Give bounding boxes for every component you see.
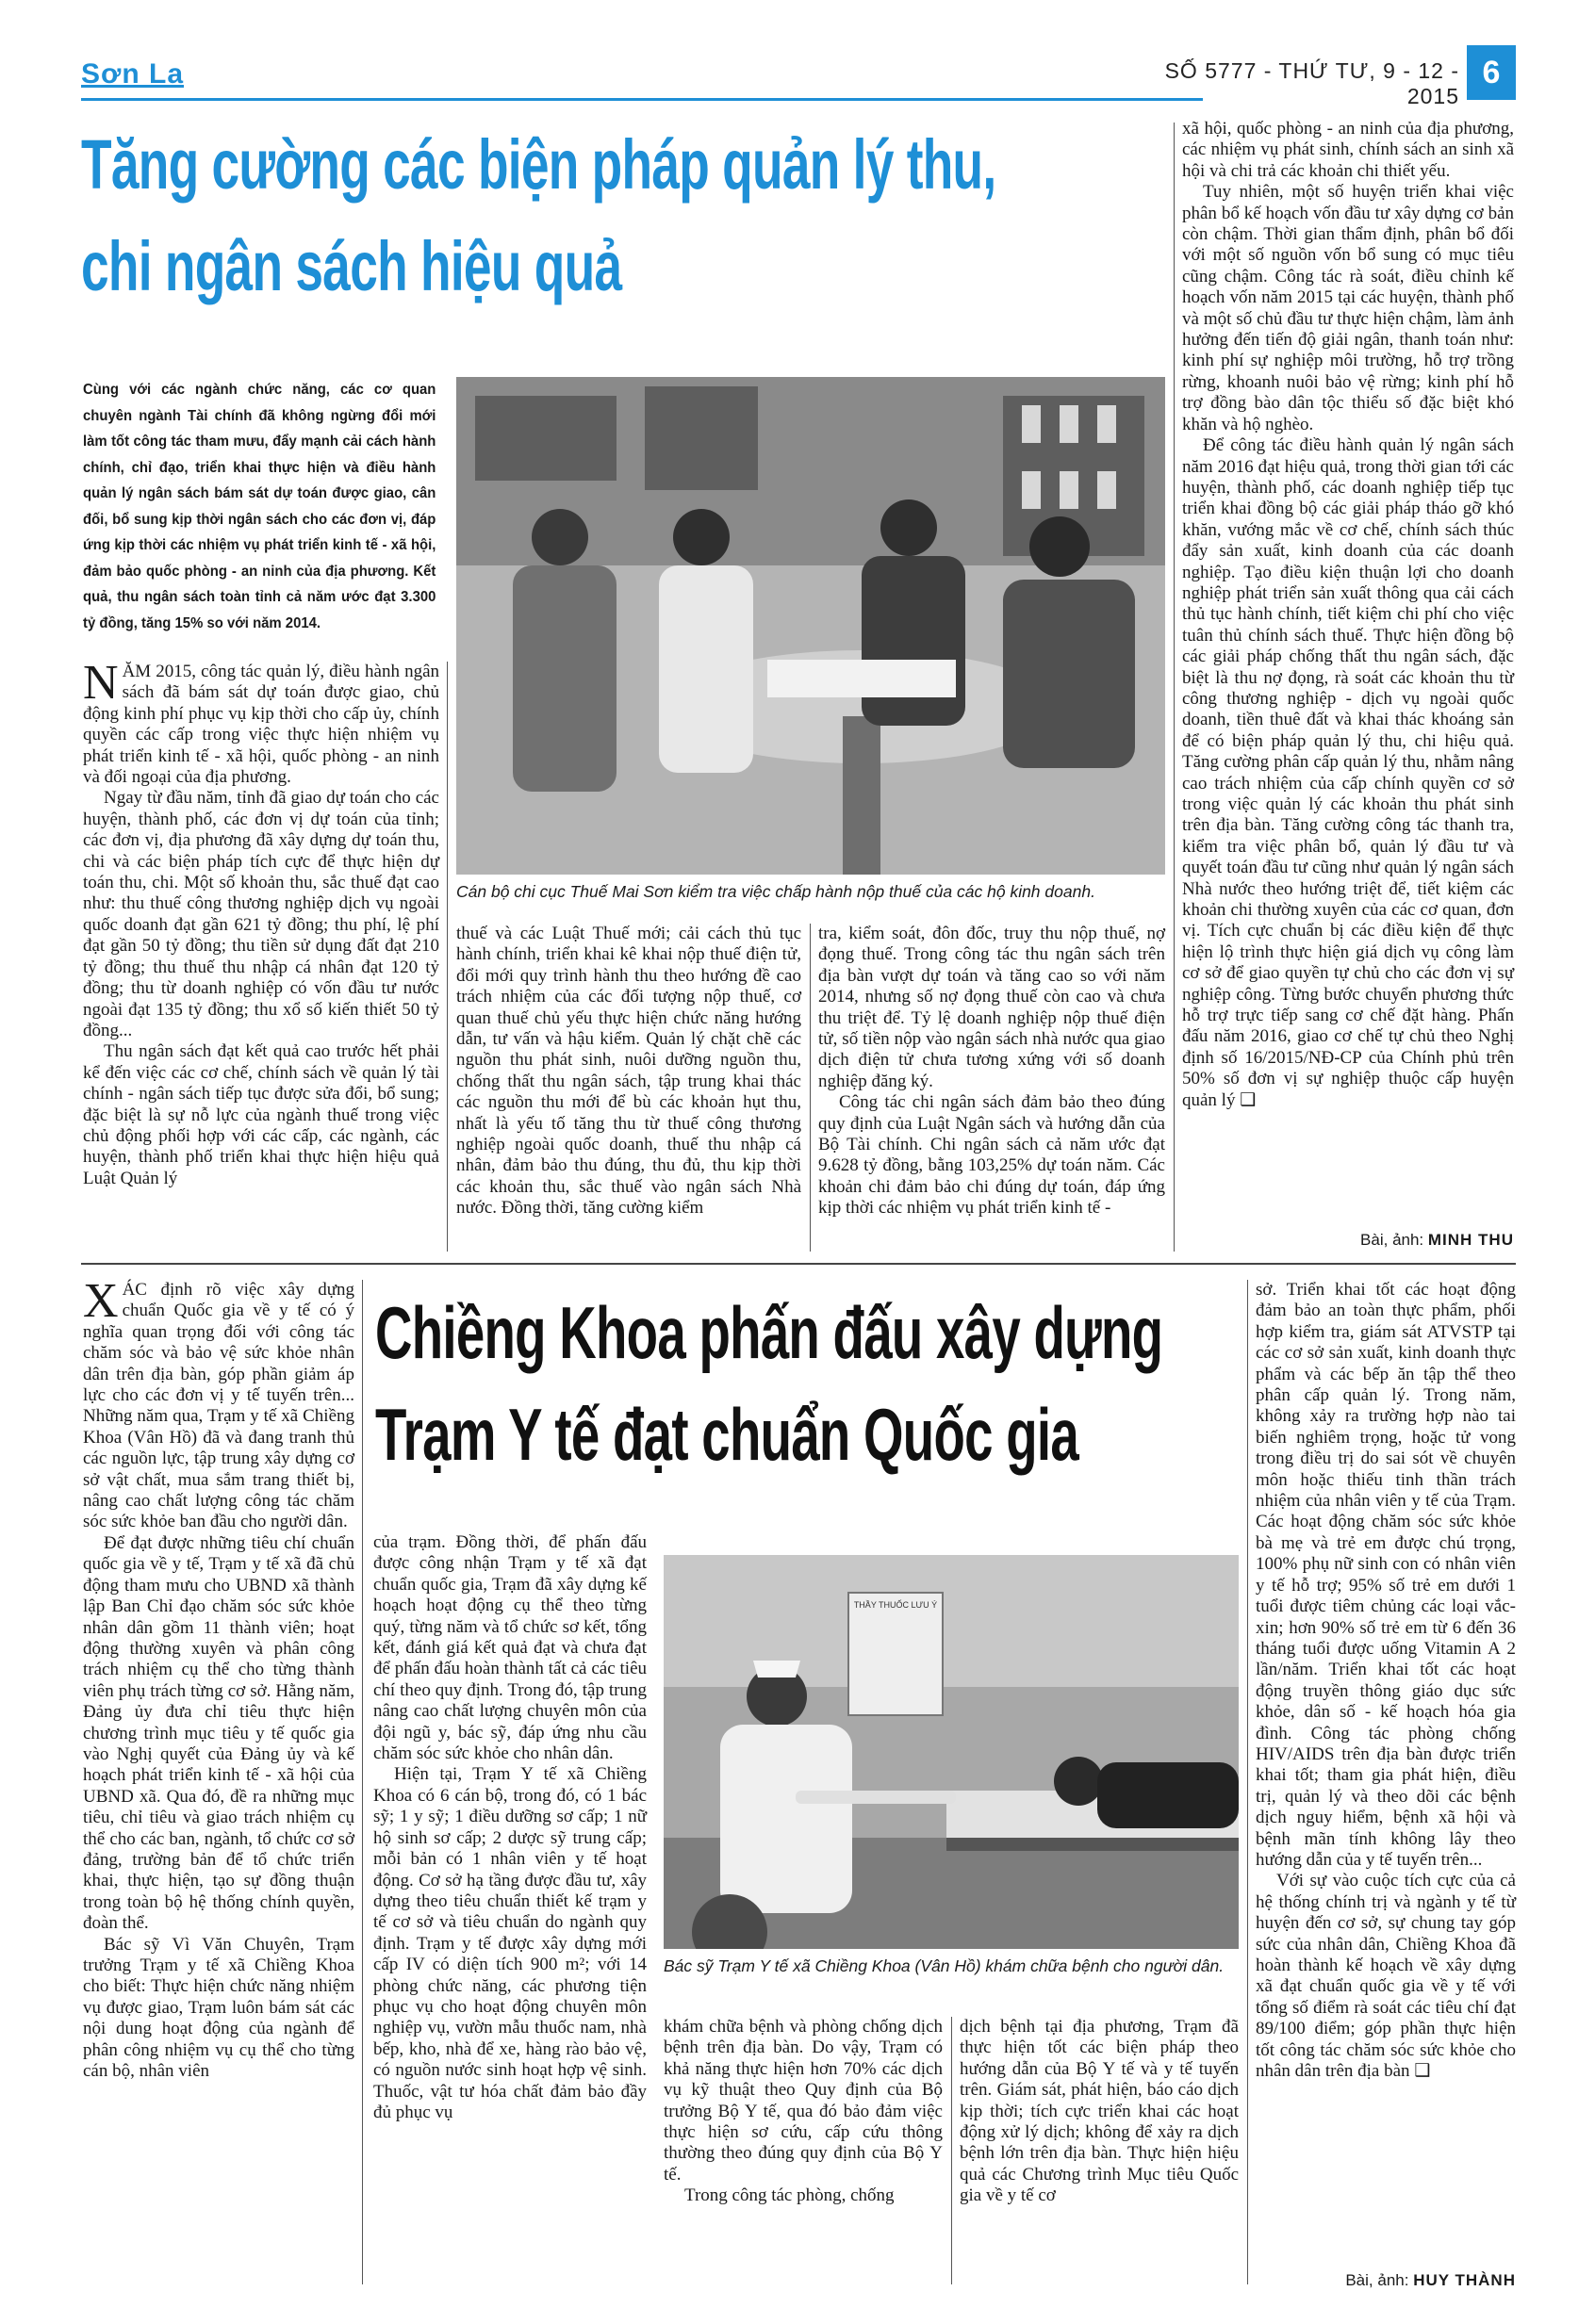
article-2-column-3 xyxy=(664,2017,943,2290)
article-1-col4-para3-text: Để công tác điều hành quản lý ngân sách năm 2016 đạt hiệu quả, trong thời gian tới các huyện, thành phố, các doanh nghiệp tiếp tục triển khai đồng bộ các giải pháp tháo gỡ khó khăn, vướng mắc về cơ chế, chính sách thúc đẩy sản xuất, kinh doanh của các doanh nghiệp. Tạo điều kiện thuận lợi cho doanh nghiệp phát triển sản xuất thông qua cải cách thủ tục hành chính, tiết kiệm chi phí cho việc tuân thủ chính sách thuế. Thực hiện đồng bộ các giải pháp chống thất thu ngân sách, đặc biệt là thu nợ đọng, rà soát các khoản thu từ công thương nghiệp - dịch vụ ngoài quốc doanh, tiền thuê đất và khai thác khoáng sản để có biện pháp quản lý thu, chi hiệu quả. Tăng cường phân cấp quản lý thu, nhằm nâng cao trách nhiệm của cấp chính quyền cơ sở trong việc quản lý các khoản thu phát sinh trên địa bàn. Tăng cường công tác thanh tra, kiểm tra việc phân bổ, quản lý đầu tư và quyết toán đầu tư cũng như quản lý ngân sách Nhà nước theo hướng triệt để, tiết kiệm các khoản chi thường xuyên của các cơ quan, đơn vị. Tích cực chuẩn bị các điều kiện để thực hiện lộ trình thực hiện giá dịch vụ công làm cơ sở để giao quyền tự chủ cho các đơn vị sự nghiệp công. Từng bước chuyển phương thức hỗ trợ trực tiếp sang cơ chế đặt hàng. Phấn đấu năm 2016, giao cơ chế tự chủ theo Nghị định số 16/2015/NĐ-CP của Chính phủ trên 50% số đơn vị sự nghiệp thuộc cấp huyện quản lý xyxy=(1182,435,1514,1110)
article-1-column-3 xyxy=(818,924,1165,1263)
end-mark-icon: ❑ xyxy=(1414,2061,1431,2082)
article-1-title-line-1: Tăng cường các biện pháp quản lý thu, xyxy=(81,125,996,204)
end-mark-icon: ❑ xyxy=(1240,1089,1257,1110)
column-divider xyxy=(447,662,448,1252)
article-2-col5-para2 xyxy=(1256,1871,1516,2082)
article-2-column-5 xyxy=(1256,1280,1516,2298)
article-2-byline xyxy=(1256,2271,1516,2290)
byline-prefix: Bài, ảnh: xyxy=(1345,2271,1409,2289)
section-name: Sơn La xyxy=(81,58,185,90)
article-1-col1-para3: Thu ngân sách đạt kết quả cao trước hết phải kể đến việc các cơ chế, chính sách về quản lý tài chính - ngân sách tiếp tục được sửa đổi, bổ sung; đặc biệt là sự nỗ lực của ngành thuế trong việc chủ động phối hợp với các cấp, các ngành, các huyện, thành phố triển khai thực hiện hiệu quả Luật Quản lý xyxy=(83,1041,439,1188)
article-1-col3-para2: Công tác chi ngân sách đảm bảo theo đúng quy định của Luật Ngân sách và hướng dẫn của Bộ Tài chính. Chi ngân sách cả năm ước đạt 9.628 tỷ đồng, bằng 103,25% dự toán năm. Các khoản chi đảm bảo chi đúng dự toán, đáp ứng kịp thời các nhiệm vụ phát triển kinh tế - xyxy=(818,1092,1165,1219)
article-1-col2-para: thuế và các Luật Thuế mới; cải cách thủ tục hành chính, triển khai kê khai nộp thuế điện tử, đổi mới quy trình hành thu theo hướng đề cao trách nhiệm của các đối tượng nộp thuế, cơ quan thuế chủ yếu thực hiện chức năng hướng dẫn, tư vấn và hậu kiểm. Quản lý chặt chẽ các nguồn thu phát sinh, nuôi dưỡng nguồn thu, chống thất thu ngân sách, tập trung khai thác các nguồn thu mới để bù các khoản hụt thu, nhất là yếu tố tăng thu từ thuế công thương nghiệp ngoài quốc doanh, thuế thu nhập cá nhân, đảm bảo thu đúng, thu đủ, thu kịp thời các khoản thu, sắc thuế vào ngân sách Nhà nước. Đồng thời, tăng cường kiểm xyxy=(456,924,801,1219)
article-2 xyxy=(0,1263,1595,2324)
article-2-col2-para2: Hiện tại, Trạm Y tế xã Chiềng Khoa có 6 cán bộ, trong đó, có 1 bác sỹ; 1 y sỹ; 1 điều dưỡng sơ cấp; 1 nữ hộ sinh sơ cấp; 2 dược sỹ trung cấp; mỗi bản có 1 nhân viên y tế hoạt động. Cơ sở hạ tầng được đầu tư, xây dựng theo tiêu chuẩn thiết kế trạm y tế cơ sở và tiêu chuẩn do ngành quy định. Trạm y tế được xây dựng mới cấp IV có diện tích 900 m²; với 14 phòng chức năng, các phương tiện phục vụ cho hoạt động chuyên môn nghiệp vụ, vườn mẫu thuốc nam, nhà bếp, kho, nhà để xe, hàng rào bảo vệ, có nguồn nước sinh hoạt hợp vệ sinh. Thuốc, vật tư hóa chất đảm bảo đầy đủ phục vụ xyxy=(373,1764,647,2122)
article-2-col1-para2: Để đạt được những tiêu chí chuẩn quốc gia về y tế, Trạm y tế xã đã chủ động tham mưu cho UBND xã thành lập Ban Chỉ đạo chăm sóc sức khỏe nhân dân gồm 11 thành viên; hoạt động thường xuyên và phân công trách nhiệm cụ thể cho từng thành viên phụ trách từng cơ sở. Hằng năm, Đảng ủy đưa chỉ tiêu thực hiện chương trình mục tiêu y tế quốc gia vào Nghị quyết của Đảng ủy và kế hoạch phát triển kinh tế - xã hội của UBND xã. Qua đó, đề ra những mục tiêu, chỉ tiêu và giao trách nhiệm cụ thể cho các ban, ngành, tổ chức cơ sở đảng, trường bản để tổ chức triển khai, thực hiện, tạo sự đồng thuận trong toàn bộ hệ thống chính quyền, đoàn thể. xyxy=(83,1532,354,1934)
article-2-column-1 xyxy=(83,1274,354,2298)
article-2-col1-para1 xyxy=(83,1274,354,1533)
article-2-col5-para1: sở. Triển khai tốt các hoạt động đảm bảo an toàn thực phẩm, phối hợp kiểm tra, giám sát ATVSTP tại các cơ sở sản xuất, kinh doanh thực phẩm và các bếp ăn tập thể theo phân cấp quản lý. Trong năm, không xảy ra trường hợp nào tai biến nghiêm trọng, hoặc tử vong trong điều trị do sai sót về chuyên môn hoặc thiếu tinh thần trách nhiệm của nhân viên y tế của Trạm. Các hoạt động chăm sóc sức khỏe bà mẹ và trẻ em được chú trọng, 100% phụ nữ sinh con có nhân viên y tế hỗ trợ; 95% số trẻ em dưới 1 tuổi được tiêm chủng các loại vắc-xin; hơn 90% số trẻ em từ 6 đến 36 tháng tuổi được uống Vitamin A 2 lần/năm. Triển khai tốt các hoạt động truyền thông giáo dục sức khỏe, dân số - kế hoạch hóa gia đình. Công tác phòng chống HIV/AIDS trên địa bàn được triển khai tốt; tham gia phát hiện, điều trị, quản lý và theo dõi các bệnh dịch nguy hiểm, bệnh xã hội và bệnh mãn tính không lây theo hướng dẫn của y tế tuyến trên... xyxy=(1256,1280,1516,1870)
article-1-column-1 xyxy=(83,656,439,1265)
article-1-photo xyxy=(456,377,1165,875)
article-2-col3-para2: Trong công tác phòng, chống xyxy=(684,2185,895,2206)
drop-cap: N xyxy=(83,656,119,710)
article-2-photo xyxy=(664,1555,1239,1949)
dateline: SỐ 5777 - THỨ TƯ, 9 - 12 - 2015 xyxy=(1164,58,1459,108)
column-divider xyxy=(362,1280,363,2284)
article-2-photo-caption: Bác sỹ Trạm Y tế xã Chiềng Khoa (Vân Hồ) khám chữa bệnh cho người dân. xyxy=(664,1956,1225,1975)
byline-author: MINH THU xyxy=(1427,1231,1514,1249)
column-divider xyxy=(1174,123,1175,1252)
byline-prefix: Bài, ảnh: xyxy=(1360,1231,1424,1249)
article-1-col1-para1 xyxy=(83,656,439,788)
article-2-col3-para1: khám chữa bệnh và phòng chống dịch bệnh trên địa bàn. Do vậy, Trạm có khả năng thực hiện hơn 70% các dịch vụ kỹ thuật theo Quy định của Bộ trưởng Bộ Y tế, qua đó bảo đảm việc thực hiện sơ cứu, cấp cứu thông thường theo đúng quy định của Bộ Y tế. xyxy=(664,2017,943,2185)
article-1-col1-para2: Ngay từ đầu năm, tỉnh đã giao dự toán cho các huyện, thành phố, các đơn vị dự toán của tỉnh; các đơn vị, địa phương đã xây dựng dự toán thu, chi và các biện pháp tích cực để thực hiện dự toán thu, chi. Một số khoản thu, sắc thuế đạt cao như: thu thuế công thương nghiệp dịch vụ ngoài quốc doanh đạt gần 621 tỷ đồng; thu phí, lệ phí đạt gần 50 tỷ đồng; thu tiền sử dụng đất đạt 210 tỷ đồng; thu thuế thu nhập cá nhân đạt 120 tỷ đồng; thu từ doanh nghiệp có vốn đầu tư nước ngoài đạt 135 tỷ đồng; thu xổ số kiến thiết 50 tỷ đồng... xyxy=(83,788,439,1040)
page-number: 6 xyxy=(1467,45,1516,100)
article-1-column-2 xyxy=(456,924,801,1263)
article-2-column-2 xyxy=(373,1532,647,2286)
column-divider xyxy=(810,924,811,1252)
article-2-col1-para1-text: ÁC định rõ việc xây dựng chuẩn Quốc gia về y tế có ý nghĩa quan trọng đối với công tác chăm sóc và bảo vệ sức khỏe nhân dân trên địa bàn, góp phần giảm áp lực cho các đơn vị y tế tuyến trên... Những năm qua, Trạm y tế xã Chiềng Khoa (Vân Hồ) đã và đang tranh thủ các nguồn lực, tập trung xây dựng cơ sở vật chất, mua sắm trang thiết bị, nâng cao chất lượng công tác chăm sóc sức khỏe ban đầu cho người dân. xyxy=(83,1280,354,1532)
article-1-lead: Cùng với các ngành chức năng, các cơ quan chuyên ngành Tài chính đã không ngừng đổi mới làm tốt công tác tham mưu, đẩy mạnh cải cách hành chính, chỉ đạo, triển khai thực hiện và điều hành quản lý ngân sách bám sát dự toán được giao, cân đối, bổ sung kịp thời ngân sách cho các đơn vị, đáp ứng kịp thời các nhiệm vụ phát triển kinh tế - xã hội, đảm bảo quốc phòng - an ninh của địa phương. Kết quả, thu ngân sách toàn tỉnh cả năm ước đạt 3.300 tỷ đồng, tăng 15% so với năm 2014. xyxy=(83,382,436,631)
article-2-col2-para1: của trạm. Đồng thời, để phấn đấu được công nhận Trạm y tế xã đạt chuẩn quốc gia, Trạm đã xây dựng kế hoạch hoạt động cụ thể theo từng quý, từng năm và tổ chức sơ kết, tổng kết, đánh giá kết quả đạt và chưa đạt để phấn đấu hoàn thành tất cả các tiêu chí theo quy định. Trong đó, tập trung nâng cao chất lượng chuyên môn của đội ngũ y, bác sỹ, đáp ứng nhu cầu chăm sóc sức khỏe cho nhân dân. xyxy=(373,1532,647,1764)
article-2-title-line-2: Trạm Y tế đạt chuẩn Quốc gia xyxy=(375,1393,1079,1476)
article-2-title-line-1: Chiềng Khoa phấn đấu xây dựng xyxy=(375,1291,1163,1374)
article-2-col1-para3: Bác sỹ Vì Văn Chuyên, Trạm trưởng Trạm y tế xã Chiềng Khoa cho biết: Thực hiện chức năng nhiệm vụ được giao, Trạm luôn bám sát các nội dung hoạt động của ngành để phân công nhiệm vụ cụ thể cho từng cán bộ, nhân viên xyxy=(83,1934,354,2082)
byline-author: HUY THÀNH xyxy=(1413,2271,1516,2289)
article-1-column-4 xyxy=(1182,119,1514,1231)
tax-inspection-photo-illustration xyxy=(456,377,1165,875)
article-1-col1-para1-text: ĂM 2015, công tác quản lý, điều hành ngân sách đã bám sát dự toán được giao, chủ động kinh phí phục vụ kịp thời cho cấp ủy, chính quyền các cấp trong việc thực hiện nhiệm vụ phát triển kinh tế - xã hội, quốc phòng - an ninh và đối ngoại của địa phương. xyxy=(83,662,439,788)
article-1-title-line-2: chi ngân sách hiệu quả xyxy=(81,227,622,305)
article-1-col4-para3 xyxy=(1182,435,1514,1111)
article-1-col3-para1: tra, kiểm soát, đôn đốc, truy thu nộp thuế, nợ đọng thuế. Trong công tác thu ngân sách trên địa bàn vượt dự toán và tăng cao so với năm 2014, nhưng số nợ đọng thuế còn cao và chưa thu triệt để. Tỷ lệ doanh nghiệp nộp thuế điện tử, số tiền nộp vào ngân sách nhà nước qua giao dịch điện tử chưa tương xứng với số doanh nghiệp đăng ký. xyxy=(818,924,1165,1091)
article-1-col4-para2: Tuy nhiên, một số huyện triển khai việc phân bổ kế hoạch vốn đầu tư xây dựng cơ bản còn chậm. Thời gian thẩm định, phân bổ đối với một số nguồn vốn bổ sung có mục tiêu cũng chậm. Công tác rà soát, điều chỉnh kế hoạch vốn năm 2015 tại các huyện, thành phố và một số chủ đầu tư thực hiện chậm, làm ảnh hưởng đến tiến độ giải ngân, thanh toán như: kinh phí sự nghiệp môi trường, hỗ trợ trồng rừng, khoanh nuôi bảo vệ rừng; kinh phí hỗ trợ đồng bào dân tộc thiểu số đặc biệt khó khăn và hộ nghèo. xyxy=(1182,182,1514,434)
article-2-col5-para2-text: Với sự vào cuộc tích cực của cả hệ thống chính trị và ngành y tế từ huyện đến cơ sở, sự chung tay góp sức của nhân dân, Chiềng Khoa đã hoàn thành kế hoạch về xây dựng xã đạt chuẩn quốc gia về y tế với tổng số điểm rà soát các tiêu chí đạt 89/100 điểm; góp phần thực hiện tốt công tác chăm sóc sức khỏe cho nhân dân trên địa bàn xyxy=(1256,1871,1516,2082)
column-divider xyxy=(951,2017,952,2284)
article-2-col4-para1: dịch bệnh tại địa phương, Trạm đã thực hiện tốt các biện pháp theo hướng dẫn của Bộ Y tế và y tế tuyến trên. Giám sát, phát hiện, báo cáo dịch kịp thời; tích cực triển khai các hoạt động xử lý dịch; không để xảy ra dịch bệnh lớn trên địa bàn. Thực hiện hiệu quả các Chương trình Mục tiêu Quốc gia về y tế cơ xyxy=(960,2017,1239,2206)
article-1-photo-caption: Cán bộ chi cục Thuế Mai Sơn kiểm tra việc chấp hành nộp thuế của các hộ kinh doanh. xyxy=(456,882,1095,901)
drop-cap: X xyxy=(83,1274,119,1328)
photo-sign-text: THẦY THUỐC LƯU Ý xyxy=(853,1600,938,1610)
doctor-patient-photo-illustration xyxy=(664,1555,1239,1949)
article-1-byline xyxy=(1182,1231,1514,1250)
article-2-column-4 xyxy=(960,2017,1239,2290)
column-divider xyxy=(1247,1280,1248,2284)
article-1-col4-para1: xã hội, quốc phòng - an ninh của địa phương, các nhiệm vụ phát sinh, chính sách an sinh xã hội và chi trả các khoản chi thiết yếu. xyxy=(1182,119,1514,181)
